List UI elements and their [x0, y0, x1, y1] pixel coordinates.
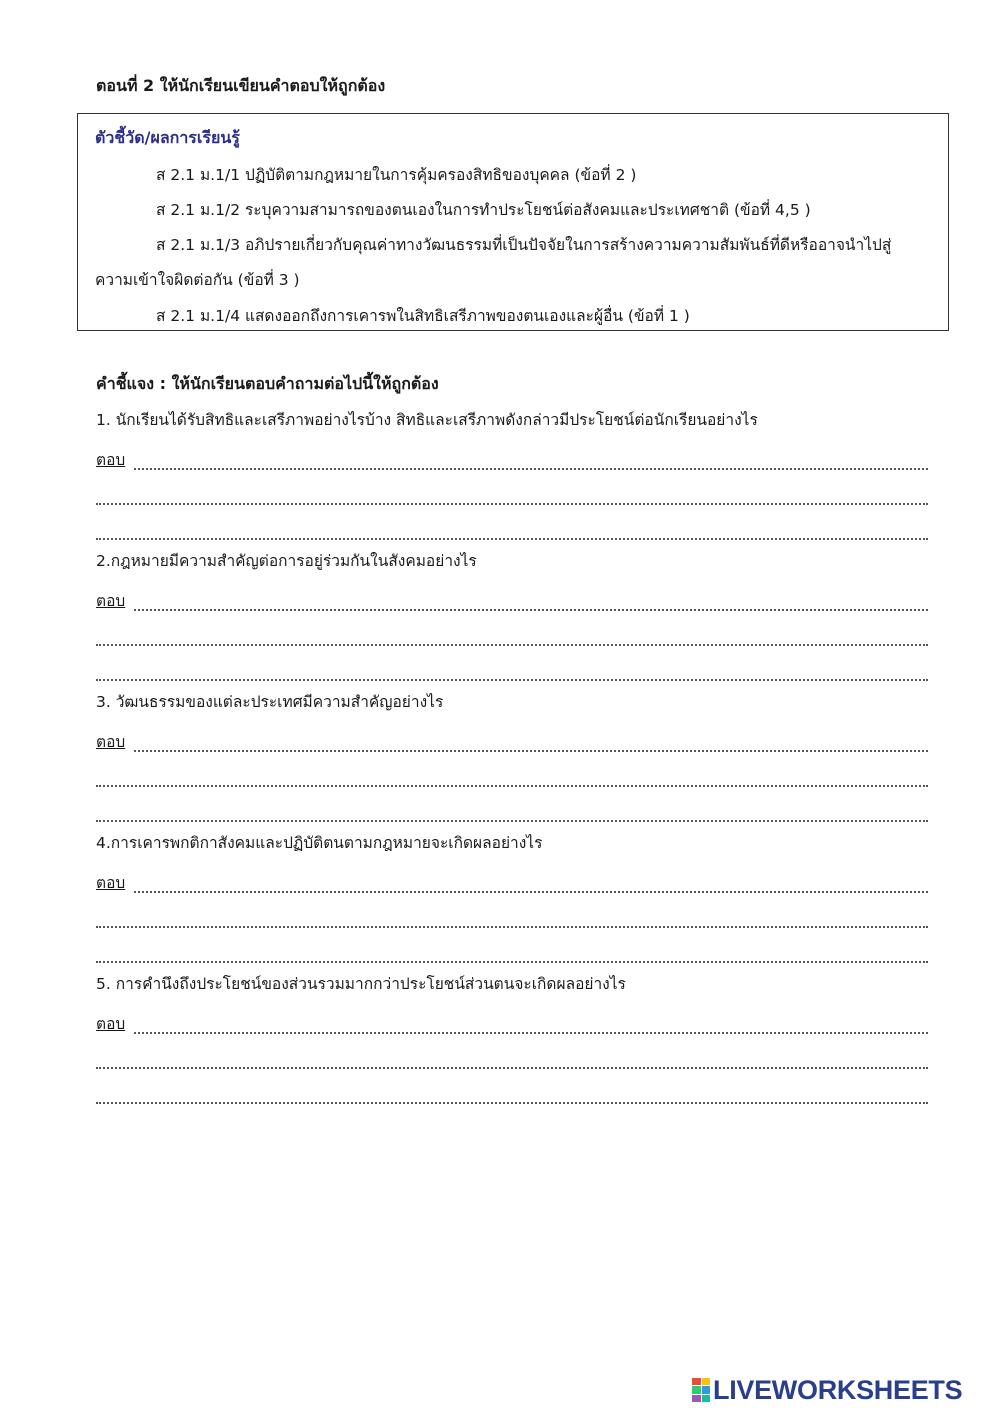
answer-dots [134, 468, 928, 470]
logo-square-icon [702, 1386, 711, 1393]
answer-dots [96, 926, 928, 928]
indicator-heading: ตัวชี้วัด/ผลการเรียนรู้ [95, 128, 240, 147]
answer-dots [96, 1067, 928, 1069]
answer-dots [96, 503, 928, 505]
indicator-item-continued: ความเข้าใจผิดต่อกัน (ข้อที่ 3 ) [95, 271, 300, 289]
question-block [96, 405, 936, 546]
answer-dots [96, 820, 928, 822]
indicator-item: ส 2.1 ม.1/1 ปฏิบัติตามกฎหมายในการคุ้มครองสิทธิของบุคคล (ข้อที่ 2 ) [156, 166, 637, 184]
answer-dots [96, 679, 928, 681]
answer-line[interactable] [96, 652, 936, 687]
answer-line[interactable] [96, 441, 936, 476]
answer-line[interactable] [96, 934, 936, 969]
question-block [96, 969, 936, 1110]
liveworksheets-logo [692, 1374, 962, 1406]
answer-label: ตอบ [96, 733, 126, 751]
answer-label: ตอบ [96, 451, 126, 469]
question-text: 1. นักเรียนได้รับสิทธิและเสรีภาพอย่างไรบ้าง สิทธิและเสรีภาพดังกล่าวมีประโยชน์ต่อนักเรียนอย่างไร [96, 411, 758, 429]
answer-label: ตอบ [96, 592, 126, 610]
section-title: ตอนที่ 2 ให้นักเรียนเขียนคำตอบให้ถูกต้อง [96, 76, 386, 95]
indicator-item: ส 2.1 ม.1/3 อภิปรายเกี่ยวกับคุณค่าทางวัฒนธรรมที่เป็นปัจจัยในการสร้างความความสัมพันธ์ที่ดีหรืออาจนำไปสู่ [156, 236, 892, 254]
answer-line[interactable] [96, 793, 936, 828]
question-block [96, 546, 936, 687]
answer-dots [96, 785, 928, 787]
question-text: 4.การเคารพกติกาสังคมและปฏิบัติตนตามกฎหมายจะเกิดผลอย่างไร [96, 834, 543, 852]
answer-dots [134, 1032, 928, 1034]
answer-dots [96, 644, 928, 646]
answer-dots [96, 961, 928, 963]
logo-square-icon [692, 1395, 701, 1402]
answer-line[interactable] [96, 899, 936, 934]
answer-dots [134, 609, 928, 611]
answer-line[interactable] [96, 582, 936, 617]
answer-line[interactable] [96, 1075, 936, 1110]
logo-square-icon [702, 1395, 711, 1402]
answer-label: ตอบ [96, 874, 126, 892]
answer-line[interactable] [96, 1005, 936, 1040]
indicator-item: ส 2.1 ม.1/2 ระบุความสามารถของตนเองในการทำประโยชน์ต่อสังคมและประเทศชาติ (ข้อที่ 4,5 ) [156, 201, 811, 219]
answer-line[interactable] [96, 617, 936, 652]
answer-dots [96, 1102, 928, 1104]
logo-square-icon [702, 1378, 711, 1385]
answer-line[interactable] [96, 723, 936, 758]
question-block [96, 687, 936, 828]
answer-dots [134, 750, 928, 752]
answer-label: ตอบ [96, 1015, 126, 1033]
answer-line[interactable] [96, 1040, 936, 1075]
answer-line[interactable] [96, 476, 936, 511]
question-text: 5. การคำนึงถึงประโยชน์ของส่วนรวมมากกว่าประโยชน์ส่วนตนจะเกิดผลอย่างไร [96, 975, 626, 993]
logo-text: LIVEWORKSHEETS [713, 1374, 963, 1405]
answer-line[interactable] [96, 864, 936, 899]
answer-dots [134, 891, 928, 893]
question-text: 3. วัฒนธรรมของแต่ละประเทศมีความสำคัญอย่างไร [96, 693, 444, 711]
question-block [96, 828, 936, 969]
instruction: คำชี้แจง : ให้นักเรียนตอบคำถามต่อไปนี้ให้ถูกต้อง [96, 374, 439, 393]
question-text: 2.กฎหมายมีความสำคัญต่อการอยู่ร่วมกันในสังคมอย่างไร [96, 552, 477, 570]
logo-square-icon [692, 1378, 701, 1385]
logo-mark-icon [692, 1378, 710, 1402]
logo-square-icon [692, 1386, 701, 1393]
indicator-item: ส 2.1 ม.1/4 แสดงออกถึงการเคารพในสิทธิเสรีภาพของตนเองและผู้อื่น (ข้อที่ 1 ) [156, 307, 690, 325]
answer-line[interactable] [96, 511, 936, 546]
indicator-box [77, 113, 949, 331]
answer-line[interactable] [96, 758, 936, 793]
answer-dots [96, 538, 928, 540]
